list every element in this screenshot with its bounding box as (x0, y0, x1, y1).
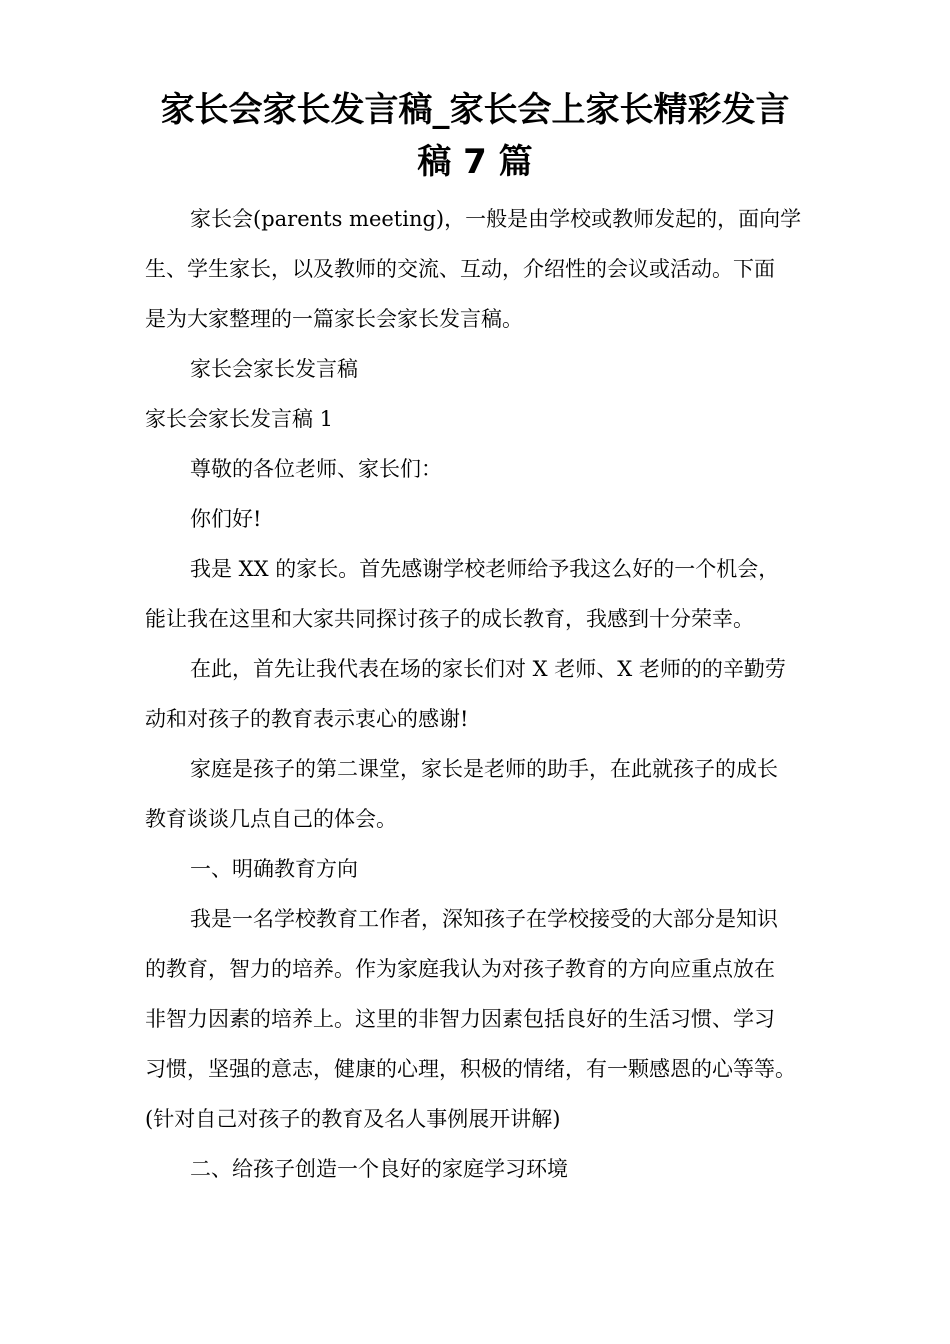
paragraph-line: 我是一名学校教育工作者，深知孩子在学校接受的大部分是知识 (190, 907, 778, 931)
numbered-heading: 一、明确教育方向 (190, 857, 358, 881)
salutation: 尊敬的各位老师、家长们： (190, 457, 442, 481)
paragraph-line: 家庭是孩子的第二课堂，家长是老师的助手，在此就孩子的成长 (190, 757, 778, 781)
paragraph-line: 在此，首先让我代表在场的家长们对 X 老师、X 老师的的辛勤劳 (190, 657, 786, 681)
paragraph-line: 非智力因素的培养上。这里的非智力因素包括良好的生活习惯、学习 (145, 1007, 775, 1031)
paragraph-line: 生、学生家长，以及教师的交流、互动，介绍性的会议或活动。下面 (145, 257, 775, 281)
paragraph-line: 家长会(parents meeting)，一般是由学校或教师发起的，面向学 (190, 207, 802, 231)
paragraph-line: 能让我在这里和大家共同探讨孩子的成长教育，我感到十分荣幸。 (145, 607, 754, 631)
paragraph-line: 习惯，坚强的意志，健康的心理，积极的情绪，有一颗感恩的心等等。 (145, 1057, 796, 1081)
document-title-line-2: 稿 7 篇 (417, 142, 533, 182)
paragraph-line: 我是 XX 的家长。首先感谢学校老师给予我这么好的一个机会， (190, 557, 780, 581)
paragraph-line: (针对自己对孩子的教育及名人事例展开讲解) (145, 1107, 561, 1131)
document-title-line-1: 家长会家长发言稿_家长会上家长精彩发言 (160, 90, 790, 130)
numbered-heading: 二、给孩子创造一个良好的家庭学习环境 (190, 1157, 568, 1181)
paragraph-line: 的教育，智力的培养。作为家庭我认为对孩子教育的方向应重点放在 (145, 957, 775, 981)
section-heading: 家长会家长发言稿 (190, 357, 358, 381)
paragraph-line: 动和对孩子的教育表示衷心的感谢! (145, 707, 469, 731)
paragraph-line: 教育谈谈几点自己的体会。 (145, 807, 397, 831)
section-subheading: 家长会家长发言稿 1 (145, 407, 334, 431)
paragraph-line: 是为大家整理的一篇家长会家长发言稿。 (145, 307, 523, 331)
greeting: 你们好! (190, 507, 262, 531)
